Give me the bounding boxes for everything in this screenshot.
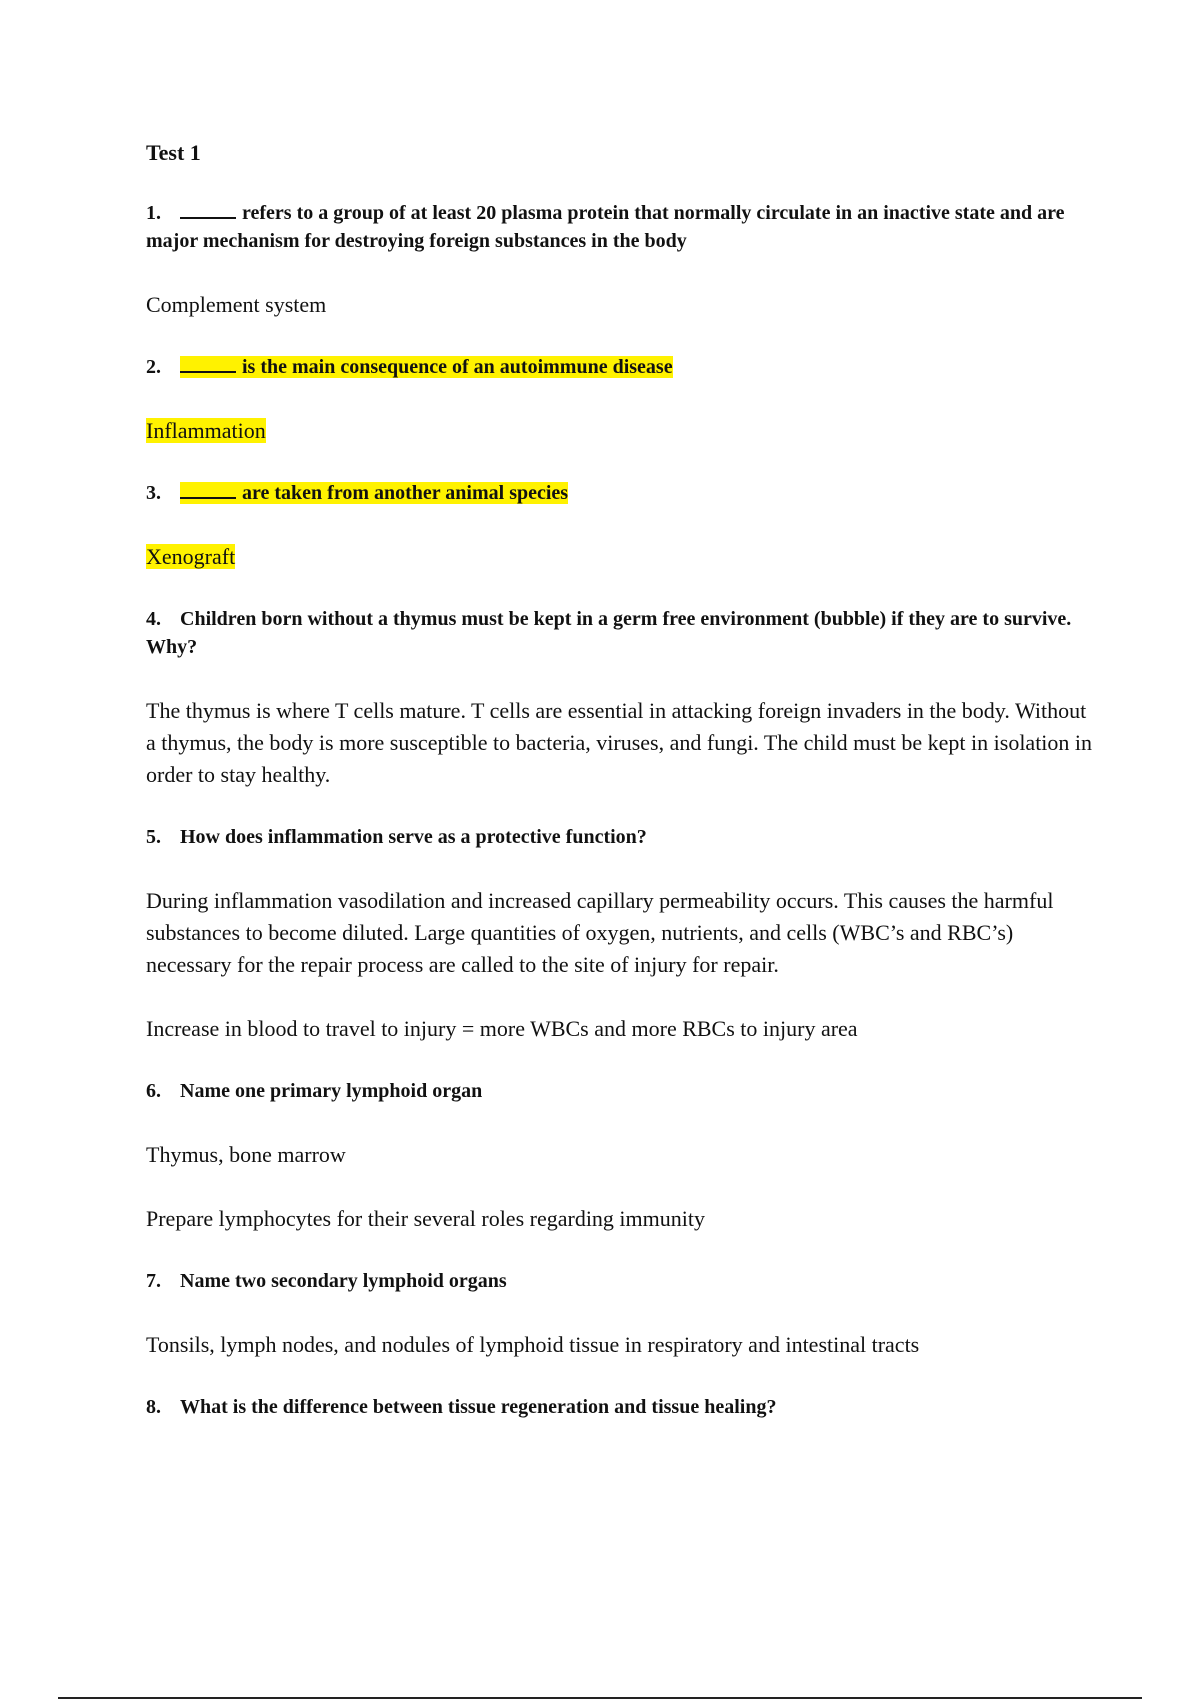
question-number: 6. (146, 1080, 161, 1103)
question-7 (146, 1267, 1096, 1295)
document-page (146, 140, 1096, 1421)
fill-in-blank (180, 479, 236, 499)
question-3 (146, 479, 1096, 507)
fill-in-blank (180, 353, 236, 373)
question-text: is the main consequence of an autoimmune disease (242, 356, 673, 379)
question-text: are taken from another animal species (242, 482, 569, 505)
page-bottom-rule (58, 1697, 1142, 1699)
answer-2: Inflammation (146, 418, 266, 444)
question-6 (146, 1077, 1096, 1105)
question-text: refers to a group of at least 20 plasma protein that normally circulate in an inactive state and are major mechanism for destroying foreign substances in the body (146, 202, 1065, 253)
question-number: 1. (146, 202, 161, 225)
question-text: Name two secondary lymphoid organs (180, 1270, 507, 1293)
question-number: 8. (146, 1396, 161, 1419)
answer-4: The thymus is where T cells mature. T cells are essential in attacking foreign invaders in the body. Without a thymus, the body is more susceptible to bacteria, viruses, and fungi. The child must be kept in isolation in order to stay healthy. (146, 698, 1093, 788)
question-2 (146, 353, 1096, 381)
question-number: 5. (146, 826, 161, 849)
answer-3: Xenograft (146, 544, 236, 570)
question-8 (146, 1393, 1096, 1421)
question-number: 7. (146, 1270, 161, 1293)
answer-5a: During inflammation vasodilation and increased capillary permeability occurs. This causes the harmful substances to become diluted. Large quantities of oxygen, nutrients, and cells (WBC’s and RBC’s) necessary for the repair process are called to the site of injury for repair. (146, 888, 1054, 978)
answer-1: Complement system (146, 292, 327, 318)
question-number: 3. (146, 482, 161, 505)
question-5 (146, 823, 1096, 851)
fill-in-blank (180, 199, 236, 219)
question-1 (146, 199, 1096, 255)
question-text: What is the difference between tissue regeneration and tissue healing? (180, 1396, 777, 1419)
answer-7: Tonsils, lymph nodes, and nodules of lymphoid tissue in respiratory and intestinal tracts (146, 1332, 920, 1358)
document-title: Test 1 (146, 140, 201, 165)
answer-6b: Prepare lymphocytes for their several roles regarding immunity (146, 1206, 705, 1232)
question-4 (146, 605, 1096, 661)
question-text: How does inflammation serve as a protective function? (180, 826, 647, 849)
question-text: Children born without a thymus must be kept in a germ free environment (bubble) if they are to survive. Why? (146, 608, 1072, 659)
question-text: Name one primary lymphoid organ (180, 1080, 483, 1103)
question-number: 2. (146, 356, 161, 379)
question-number: 4. (146, 608, 161, 631)
answer-6a: Thymus, bone marrow (146, 1142, 346, 1168)
answer-5b: Increase in blood to travel to injury = more WBCs and more RBCs to injury area (146, 1016, 858, 1042)
